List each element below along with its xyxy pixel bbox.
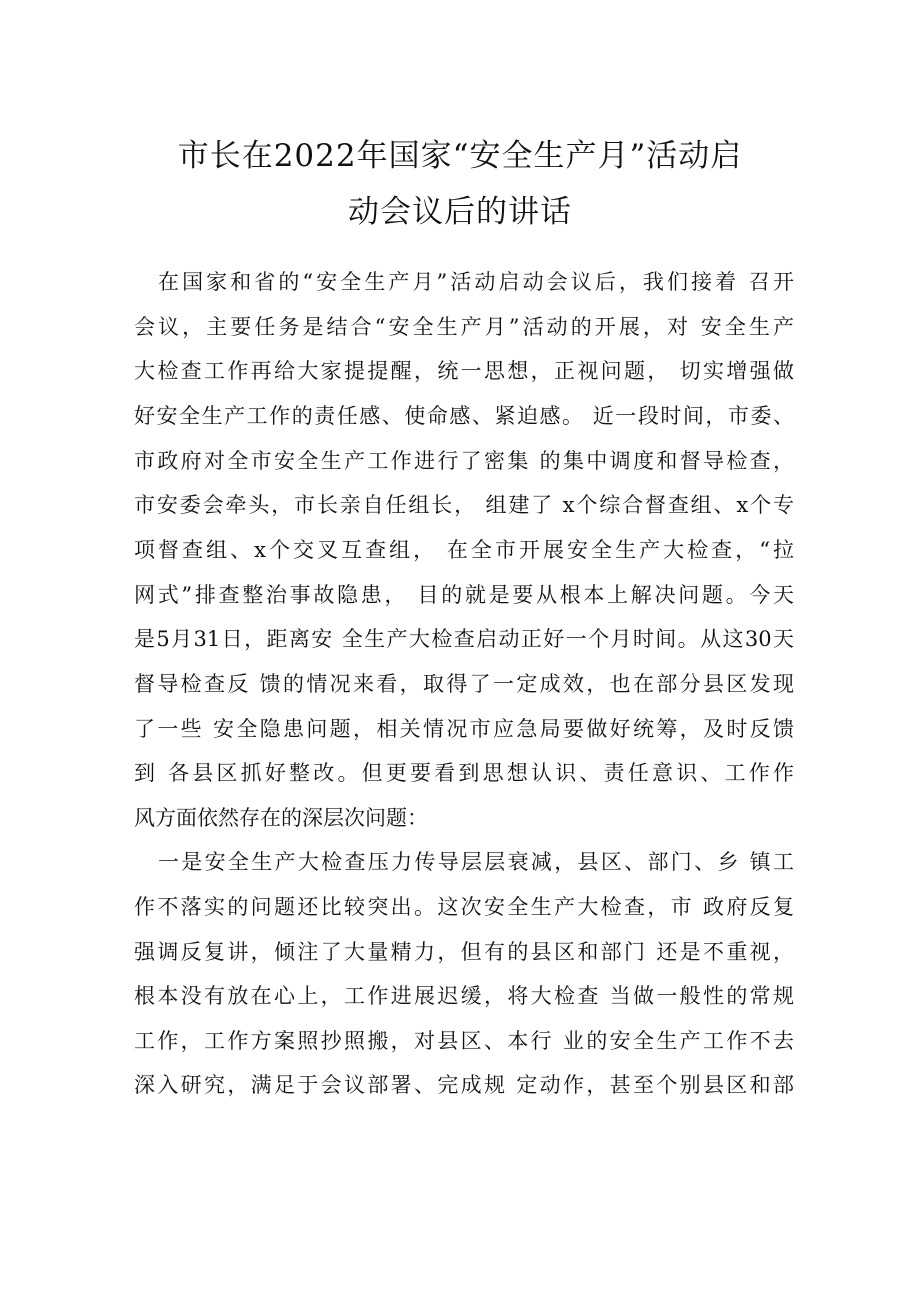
body-line: 网式”排查整治事故隐患， 目的就是要从根本上解决问题。今天 bbox=[134, 583, 794, 607]
body-line: 一是安全生产大检查压力传导层层衰减，县区、部门、乡 镇工 bbox=[158, 850, 794, 874]
body-line: 会议，主要任务是结合“安全生产月”活动的开展，对 安全生产 bbox=[134, 315, 794, 339]
body-line: 深入研究，满足于会议部署、完成规 定动作，甚至个别县区和部 bbox=[134, 1073, 794, 1097]
document-title-line-2: 动会议后的讲话 bbox=[348, 194, 572, 230]
body-line: 是5月31日，距离安 全生产大检查启动正好一个月时间。从这30天 bbox=[134, 627, 794, 651]
body-line: 在国家和省的“安全生产月”活动启动会议后，我们接着 召开 bbox=[158, 270, 794, 294]
body-line: 市安委会牵头，市长亲自任组长， 组建了 x个综合督查组、x个专 bbox=[134, 493, 794, 517]
body-line: 强调反复讲，倾注了大量精力，但有的县区和部门 还是不重视， bbox=[134, 940, 794, 964]
body-line: 市政府对全市安全生产工作进行了密集 的集中调度和督导检查， bbox=[134, 449, 794, 473]
body-line: 风方面依然存在的深层次问题： bbox=[134, 806, 428, 830]
body-line: 工作，工作方案照抄照搬，对县区、本行 业的安全生产工作不去 bbox=[134, 1029, 794, 1053]
body-line: 大检查工作再给大家提提醒，统一思想，正视问题， 切实增强做 bbox=[134, 359, 794, 383]
body-line: 根本没有放在心上，工作进展迟缓，将大检查 当做一般性的常规 bbox=[134, 984, 794, 1008]
body-line: 作不落实的问题还比较突出。这次安全生产大检查，市 政府反复 bbox=[134, 895, 794, 919]
body-line: 好安全生产工作的责任感、使命感、紧迫感。 近一段时间，市委、 bbox=[134, 404, 794, 428]
body-line: 了一些 安全隐患问题，相关情况市应急局要做好统筹，及时反馈 bbox=[134, 717, 794, 741]
body-line: 督导检查反 馈的情况来看，取得了一定成效，也在部分县区发现 bbox=[134, 672, 794, 696]
document-title-line-1: 市长在2022年国家“安全生产月”活动启 bbox=[177, 138, 743, 174]
body-line: 到 各县区抓好整改。但更要看到思想认识、责任意识、工作作 bbox=[134, 761, 794, 785]
body-line: 项督查组、x个交叉互查组， 在全市开展安全生产大检查，“拉 bbox=[134, 538, 794, 562]
